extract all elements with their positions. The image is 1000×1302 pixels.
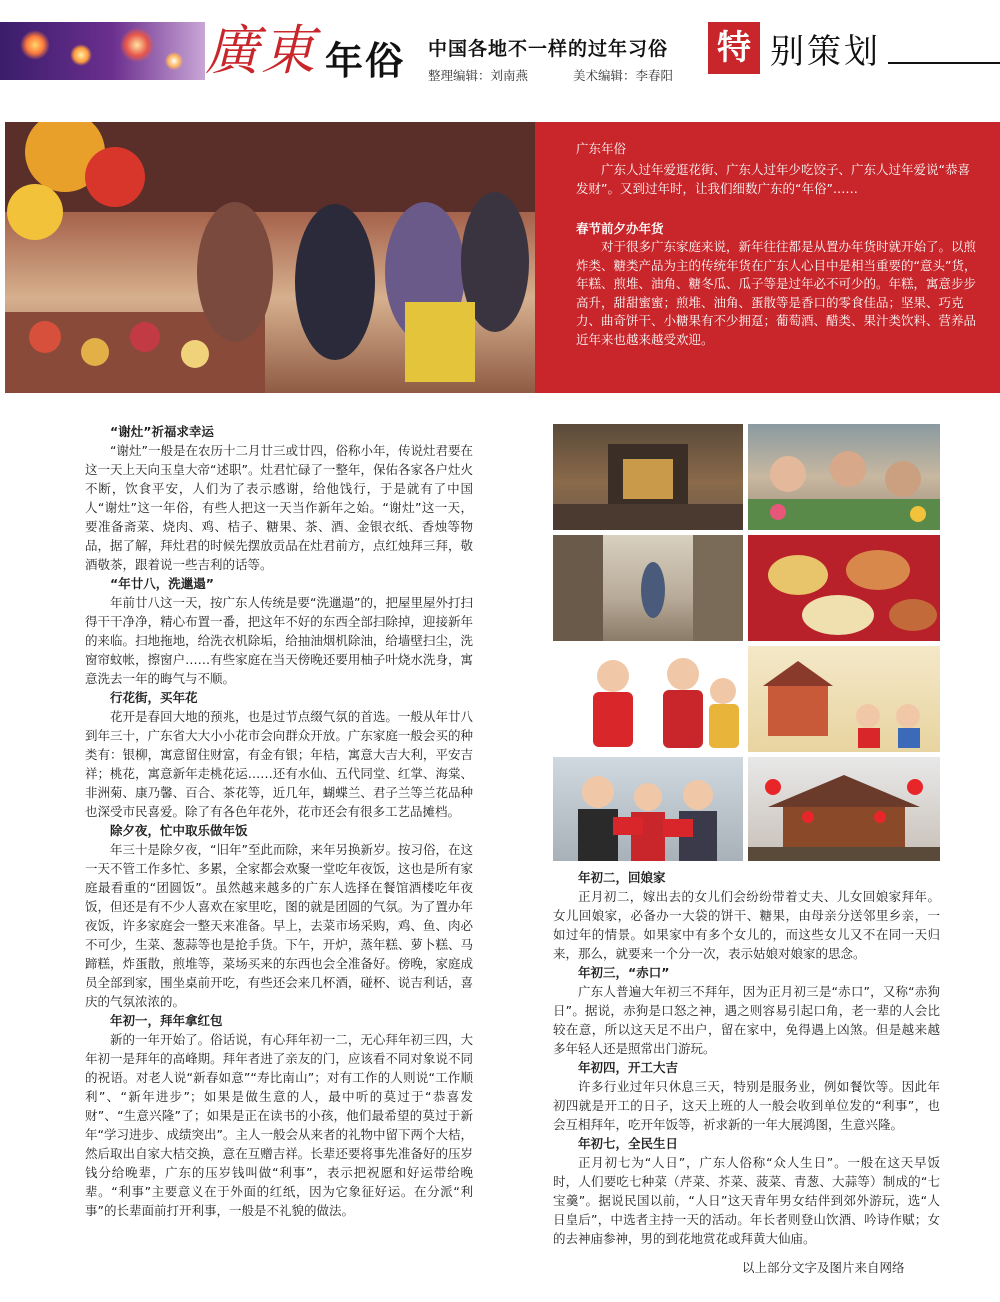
editor-credit: 整理编辑：刘南燕	[428, 68, 529, 83]
left-article-column	[85, 422, 473, 1220]
section-text: “谢灶”一般是在农历十二月廿三或廿四，俗称小年，传说灶君要在这一天上天向玉皇大帝“述职”。灶君忙碌了一整年，保佑各家各户灶火不断，饮食平安，人们为了表示感谢，给他饯行，于是就有了中国人“谢灶”这一年俗，有些人把这一天当作新年之始。“谢灶”这一天，要准备斋菜、烧肉、鸡、桔子、糖果、茶、酒、金银衣纸、香烛等物品，据了解，拜灶君的时候先摆放贡品在灶君前方，点红烛拜三拜，敬酒敬茶，跟着说一些吉利的话等。	[85, 443, 473, 572]
section-text: 年前廿八这一天，按广东人传统是要“洗邋遢”的，把屋里屋外打扫得干干净净，精心布置一番，把这年不好的东西全部扫除掉，迎接新年的来临。扫地拖地，给洗衣机除垢，给抽油烟机除油，给墙壁扫尘，洗窗帘蚊帐，擦窗户……有些家庭在当天傍晚还要用柚子叶烧水洗身，寓意洗去一年的晦气与不顺。	[85, 595, 473, 686]
intro-label: 广东年俗	[576, 141, 627, 156]
section-text: 许多行业过年只休息三天，特别是服务业，例如餐饮等。因此年初四就是开工的日子，这天上班的人一般会收到单位发的“利事”，也会互相拜年，吃开年饭等，祈求新的一年大展鸿图，生意兴隆。	[553, 1079, 940, 1132]
section-text: 正月初七为“人日”，广东人俗称“众人生日”。一般在这天早饭时，人们要吃七种菜（芹菜、芥菜、菠菜、青葱、大蒜等）制成的“七宝羹”。据说民国以前，“人日”这天青年男女结伴到郊外游玩，选“人日皇后”，中选者主持一天的活动。年长者则登山饮酒、吟诗作赋；女的去神庙参神，男的到花地赏花或拜黄大仙庙。	[553, 1155, 940, 1246]
photo-flower-market	[748, 424, 940, 530]
header-rule	[888, 62, 1000, 64]
section-title: 年初七，全民生日	[578, 1136, 679, 1151]
section-text: 年三十是除夕夜，“旧年”至此而除，来年另换新岁。按习俗，在这一天不管工作多忙、多累，全家都会欢聚一堂吃年夜饭，这也是所有家庭最看重的“团圆饭”。虽然越来越多的广东人选择在餐馆酒楼吃年夜饭，但还是有不少人喜欢在家里吃，图的就是团圆的气氛。为了置办年夜饭，许多家庭会一整天来准备。早上，去菜市场采购，鸡、鱼、肉必不可少，生菜、葱蒜等也是抢手货。下午，开炉，蒸年糕、萝卜糕、马蹄糕，炸蛋散，煎堆等，菜场买来的东西也会全准备好。傍晚，家庭成员全部到家，围坐桌前开吃，有些还会来几杯酒，碰杯、说吉利话，喜庆的气氛浓浓的。	[85, 842, 473, 1009]
section-title: 除夕夜，忙中取乐做年饭	[110, 823, 248, 838]
art-editor-credit: 美术编辑：李春阳	[573, 68, 674, 83]
photo-sweeping-alley	[553, 535, 743, 641]
section-title: 年初三，“赤口”	[578, 965, 670, 980]
title-main: 年俗	[325, 39, 406, 83]
photo-cartoon-homecoming	[748, 646, 940, 752]
photo-temple-lanterns	[748, 757, 940, 861]
photo-family-red-envelopes	[553, 757, 743, 861]
intro-panel	[535, 122, 1000, 393]
section-text: 正月初二，嫁出去的女儿们会纷纷带着丈夫、儿女回娘家拜年。女儿回娘家，必备办一大袋的饼干、糖果，由母亲分送邻里乡亲，一如过年的情景。如果家中有多个女儿的，而这些女儿又不在同一天归来，那么，就要来一个分一次，表示姑娘对娘家的思念。	[553, 889, 940, 961]
section-title: 行花街，买年花	[110, 690, 198, 705]
section-text: 花开是春回大地的预兆，也是过节点缀气氛的首选。一般从年廿八到年三十，广东省大大小小花市会向群众开放。广东家庭一般会买的种类有：银柳，寓意留住财富，有金有银；年桔，寓意大吉大利，平安吉祥；桃花，寓意新年走桃花运……还有水仙、五代同堂、红掌、海棠、非洲菊、康乃馨、百合、茶花等，近几年，蝴蝶兰、君子兰等兰花品种也深受市民喜爱。除了有各色年花外，花市还会有很多工艺品摊档。	[85, 709, 473, 819]
photo-children-red-envelopes	[553, 646, 743, 752]
special-badge: 特	[708, 22, 760, 74]
section-title: 年初一，拜年拿红包	[110, 1013, 223, 1028]
intro-section-text: 对于很多广东家庭来说，新年往往都是从置办年货时就开始了。以煎炸类、糖类产品为主的传统年货在广东人心目中是相当重要的“意头”货，年糕、煎堆、油角、糖冬瓜、瓜子等是过年必不可少的。年糕，寓意步步高升，甜甜蜜蜜；煎堆、油角、蛋散等是香口的零食佳品；坚果、巧克力、曲奇饼干、小糖果有不少拥趸；葡萄酒、醋类、果汁类饮料、营养品近年来也越来越受欢迎。	[576, 239, 977, 347]
subtitle: 中国各地不一样的过年习俗	[428, 38, 669, 60]
source-credit: 以上部分文字及图片来自网络	[742, 1260, 905, 1275]
intro-section-title: 春节前夕办年货	[576, 221, 664, 236]
right-article-column	[553, 868, 940, 1248]
section-text: 广东人普遍大年初三不拜年，因为正月初三是“赤口”，又称“赤狗日”。据说，赤狗是口怒之神，遇之则容易引起口角，老一辈的人会比较在意，所以这天足不出户，留在家中，免得遇上凶煞。但是越来越多年轻人还是照常出门游玩。	[553, 984, 940, 1056]
section-title: 年初四，开工大吉	[578, 1060, 679, 1075]
section-title: “谢灶”祈福求幸运	[110, 424, 214, 439]
photo-new-year-feast	[748, 535, 940, 641]
photo-kitchen-god-temple	[553, 424, 743, 530]
section-title: 年初二，回娘家	[578, 870, 666, 885]
section-text: 新的一年开始了。俗话说，有心拜年初一二，无心拜年初三四，大年初一是拜年的高峰期。拜年者进了亲友的门，应该看不同对象说不同的祝语。对老人说“新春如意”“寿比南山”；对有工作的人则说“工作顺利”、“新年进步”；如果是做生意的人，最中听的莫过于“恭喜发财”、“生意兴隆”了；如果是正在读书的小孩，他们最希望的莫过于新年“学习进步、成绩突出”。主人一般会从来者的礼物中留下两个大桔，然后取出自家大桔交换，意在互赠吉祥。长辈还要将事先准备好的压岁钱分给晚辈，广东的压岁钱叫做“利事”，表示把祝愿和好运带给晚辈。“利事”主要意义在于外面的红纸，因为它象征好运。在分派“利事”的长辈面前打开利事，一般是不礼貌的做法。	[85, 1032, 473, 1218]
hero-market-photo	[5, 122, 535, 393]
title-calligraphy: 廣東	[205, 19, 317, 82]
intro-text: 广东人过年爱逛花街、广东人过年少吃饺子、广东人过年爱说“恭喜发财”。又到过年时，让我们细数广东的“年俗”……	[576, 162, 970, 196]
section-title: “年廿八，洗邋遢”	[110, 576, 214, 591]
header-fireworks-banner	[0, 22, 205, 80]
special-label: 别策划	[770, 32, 881, 72]
